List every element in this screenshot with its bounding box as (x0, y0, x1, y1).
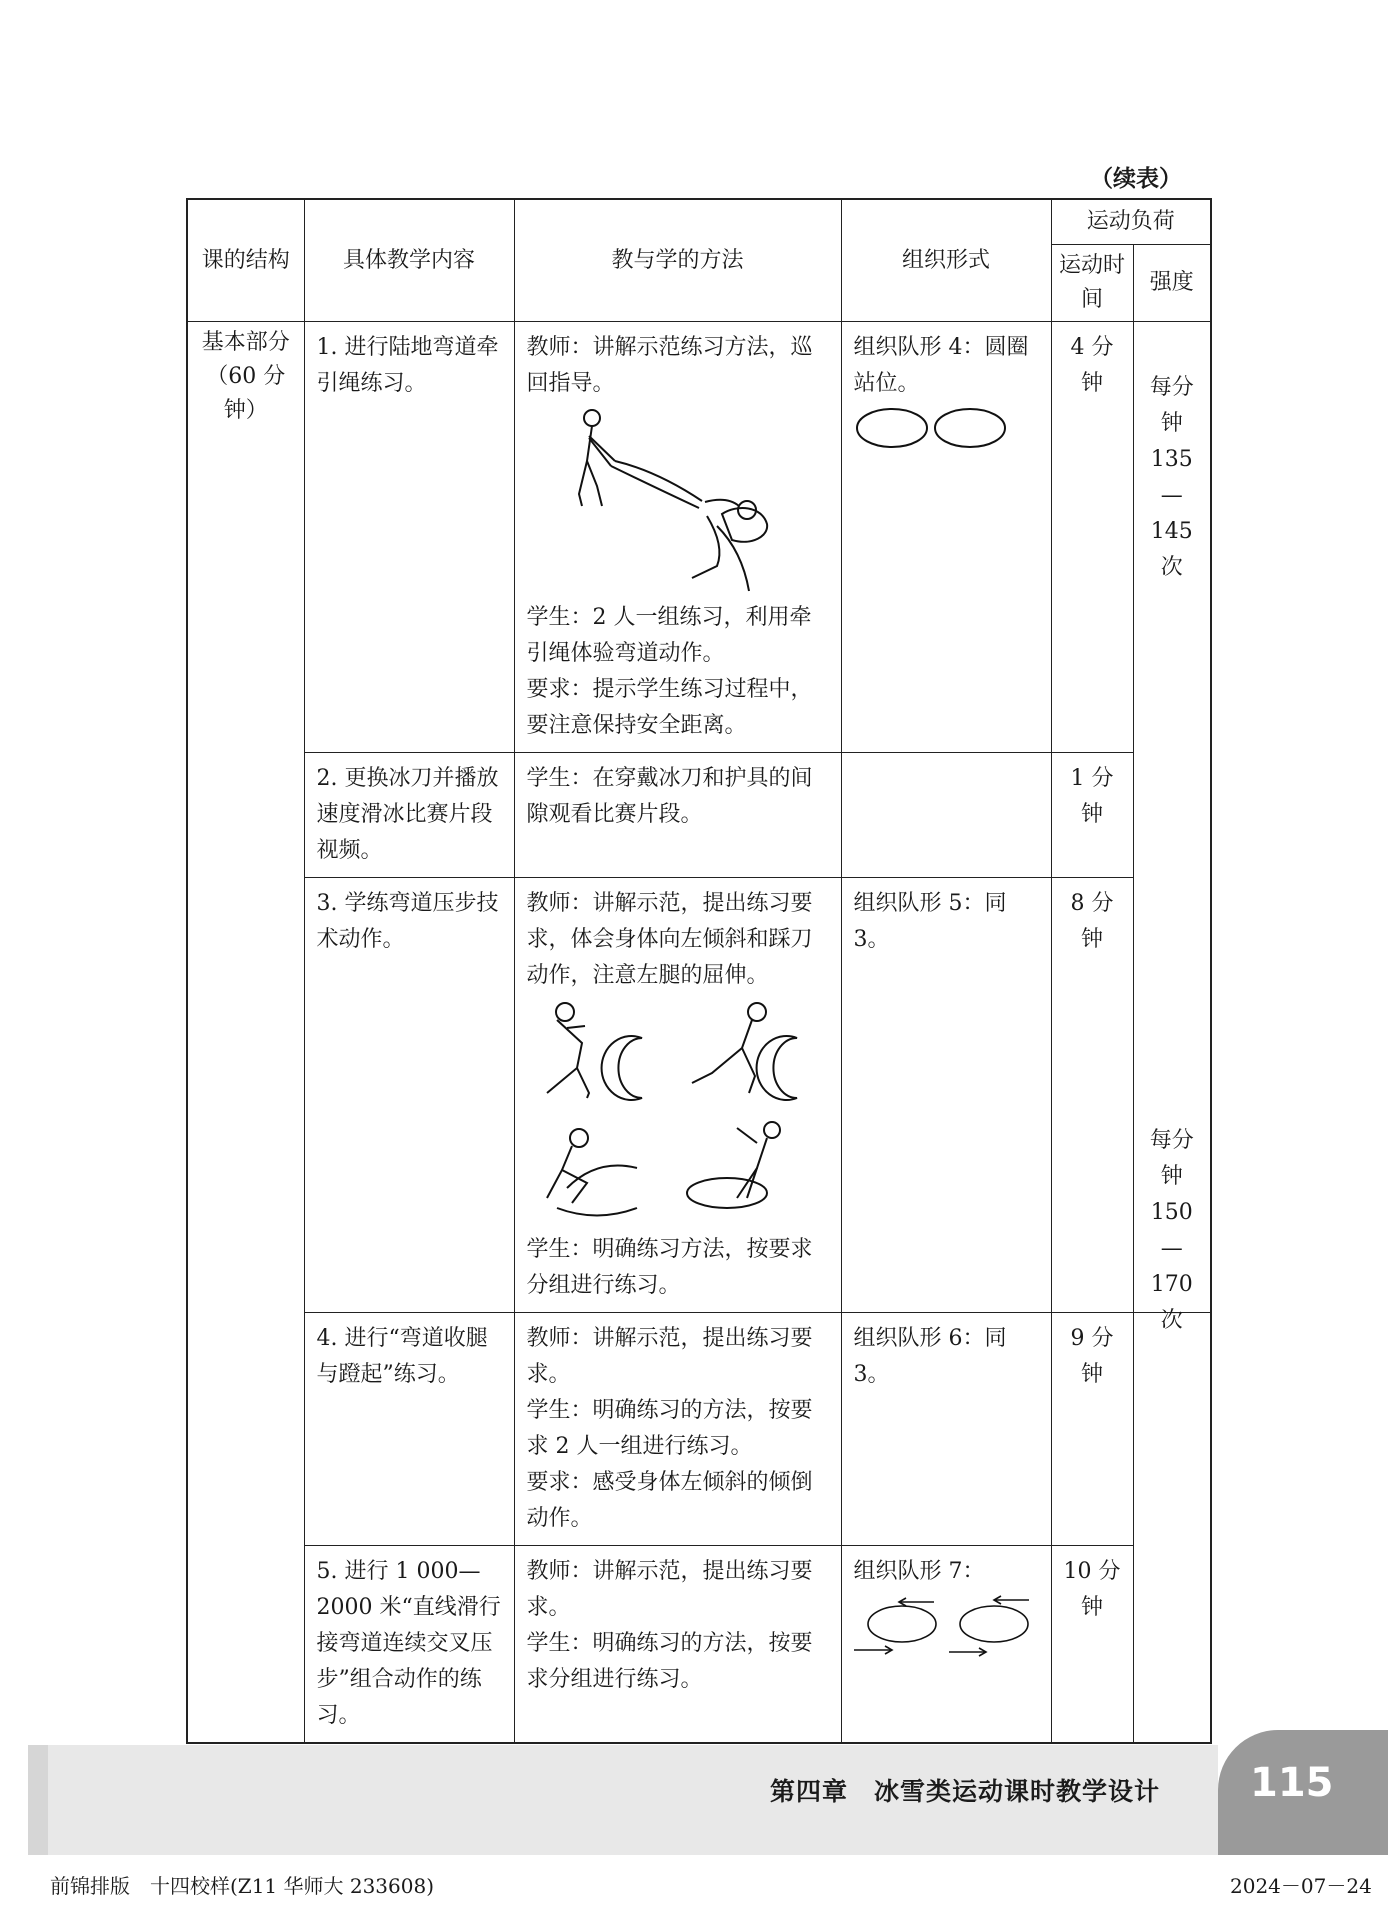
content-cell: 1. 进行陆地弯道牵引绳练习。 (304, 322, 514, 753)
content-cell: 4. 进行“弯道收腿与蹬起”练习。 (304, 1313, 514, 1546)
time-cell: 1 分钟 (1051, 753, 1133, 878)
intensity-text-1: 每分钟 135—145 次 (1149, 375, 1194, 580)
content-cell: 5. 进行 1 000—2000 米“直线滑行接弯道连续交叉压步”组合动作的练习。 (304, 1546, 514, 1744)
chapter-title: 第四章 冰雪类运动课时教学设计 (770, 1777, 1161, 1806)
page-number: 115 (1250, 1760, 1334, 1806)
time-cell: 4 分钟 (1051, 322, 1133, 753)
header-organization: 组织形式 (841, 199, 1051, 322)
header-row-1 (187, 199, 1211, 245)
method-cell: 学生：在穿戴冰刀和护具的间隙观看比赛片段。 (514, 753, 841, 878)
table-row (187, 1313, 1211, 1546)
time-cell: 8 分钟 (1051, 878, 1133, 1313)
section-name: 基本部分 (201, 330, 290, 355)
continued-label: （续表） (1090, 166, 1182, 192)
rope-pull-illustration (527, 406, 827, 596)
method-student: 学生：明确练习的方法，按要求 2 人一组进行练习。 (526, 1398, 813, 1459)
method-requirement: 要求：感受身体左倾斜的倾倒动作。 (526, 1470, 813, 1531)
method-cell (514, 878, 841, 1313)
organization-cell: 组织队形 5：同 3。 (841, 878, 1051, 1313)
section-cell (187, 322, 304, 1744)
header-intensity: 强度 (1133, 245, 1211, 322)
method-student: 学生：2 人一组练习，利用牵引绳体验弯道动作。 (526, 605, 812, 666)
method-teacher: 教师：讲解示范，提出练习要求，体会身体向左倾斜和踩刀动作，注意左腿的屈伸。 (526, 891, 813, 988)
method-cell (514, 322, 841, 753)
print-date: 2024－07－24 (1230, 1874, 1372, 1898)
method-student: 学生：明确练习的方法，按要求分组进行练习。 (526, 1631, 813, 1692)
organization-text: 组织队形 4：圆圈站位。 (853, 335, 1029, 396)
lesson-table (186, 198, 1212, 1744)
time-cell: 9 分钟 (1051, 1313, 1133, 1546)
time-cell: 10 分钟 (1051, 1546, 1133, 1744)
organization-cell: 组织队形 6：同 3。 (841, 1313, 1051, 1546)
table-row (187, 878, 1211, 1313)
table-row (187, 322, 1211, 753)
organization-cell (841, 322, 1051, 753)
organization-cell (841, 753, 1051, 878)
content-cell: 3. 学练弯道压步技术动作。 (304, 878, 514, 1313)
skating-track-diagram (854, 1594, 1044, 1658)
content-cell: 2. 更换冰刀并播放速度滑冰比赛片段视频。 (304, 753, 514, 878)
section-duration: （60 分钟） (206, 364, 286, 423)
method-teacher: 教师：讲解示范，提出练习要求。 (526, 1326, 813, 1387)
intensity-cell-2 (1133, 1128, 1211, 1744)
header-method: 教与学的方法 (514, 199, 841, 322)
header-time: 运动时间 (1051, 245, 1133, 322)
method-requirement: 要求：提示学生练习过程中，要注意保持安全距离。 (526, 677, 813, 738)
intensity-text-2: 每分钟 150—170 次 (1149, 1128, 1194, 1333)
table-row (187, 753, 1211, 878)
header-structure: 课的结构 (187, 199, 304, 322)
method-teacher: 教师：讲解示范练习方法，巡回指导。 (526, 335, 813, 396)
circle-formation-diagram (854, 406, 1014, 452)
footer-edge (28, 1745, 48, 1855)
organization-cell (841, 1546, 1051, 1744)
header-content: 具体教学内容 (304, 199, 514, 322)
method-teacher: 教师：讲解示范，提出练习要求。 (526, 1559, 813, 1620)
crossover-skating-illustration (527, 998, 827, 1228)
table-row (187, 1546, 1211, 1744)
method-student: 学生：明确练习方法，按要求分组进行练习。 (526, 1237, 813, 1298)
organization-text: 组织队形 7： (853, 1559, 985, 1584)
print-meta: 前锦排版 十四校样(Z11 华师大 233608) (50, 1874, 435, 1898)
method-cell (514, 1313, 841, 1546)
method-cell (514, 1546, 841, 1744)
header-load: 运动负荷 (1051, 199, 1211, 245)
